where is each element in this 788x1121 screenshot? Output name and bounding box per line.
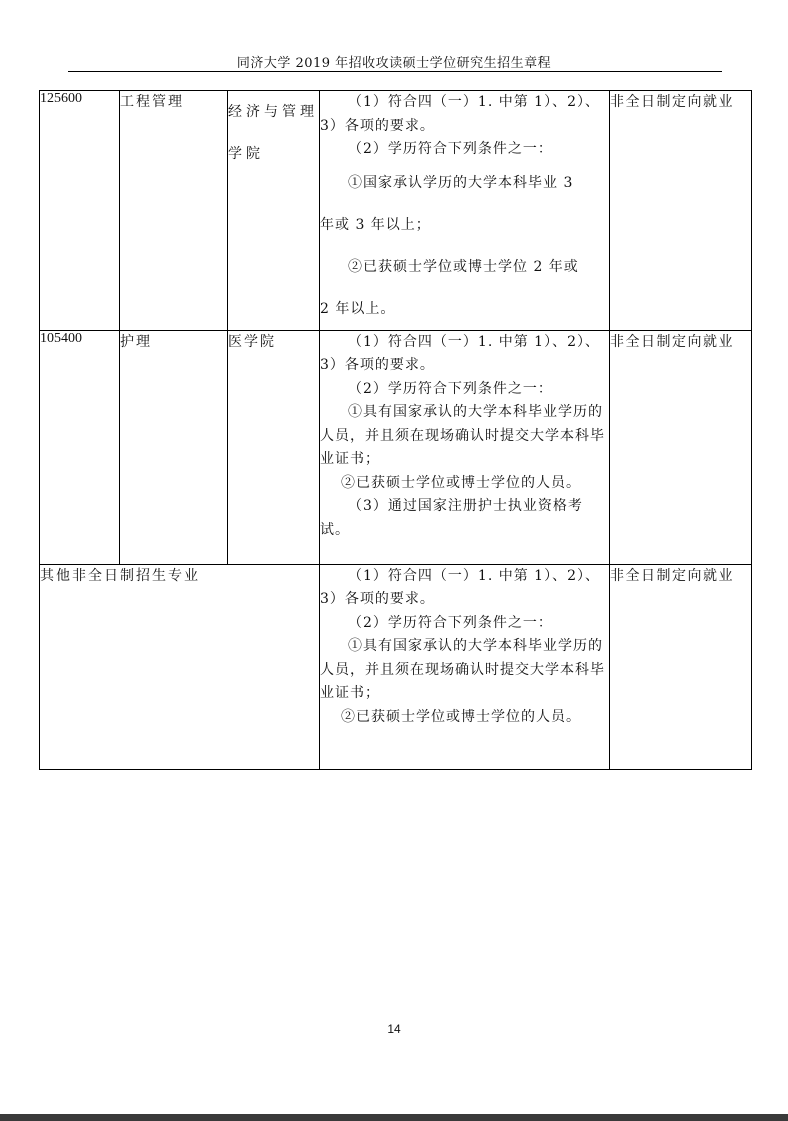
table-row: [40, 91, 752, 331]
req-line: 3）各项的要求。: [320, 117, 435, 134]
req-line: （2）学历符合下列条件之一：: [348, 141, 553, 157]
req-line: （2）学历符合下列条件之一：: [348, 614, 553, 631]
req-line: （1）符合四（一）1. 中第 1）、2）、: [348, 94, 600, 110]
req-line: 3）各项的要求。: [320, 357, 435, 373]
study-mode: 非全日制定向就业: [610, 330, 752, 564]
study-mode: 非全日制定向就业: [610, 564, 752, 769]
req-line: 3）各项的要求。: [320, 591, 435, 607]
admission-table: [39, 90, 752, 770]
req-line: （2）学历符合下列条件之一：: [348, 380, 553, 397]
requirements: [320, 330, 610, 564]
page-number: 14: [387, 1022, 401, 1036]
req-line: ②已获硕士学位或博士学位的人员。: [341, 474, 581, 491]
study-mode: 非全日制定向就业: [610, 91, 752, 331]
other-majors-label: 其他非全日制招生专业: [40, 564, 320, 769]
major-code: 105400: [40, 330, 120, 564]
req-line: 2 年以上。: [320, 300, 396, 317]
department: 医学院: [228, 330, 320, 564]
table-row: [40, 564, 752, 769]
table-row: [40, 330, 752, 564]
requirements: [320, 564, 610, 769]
requirements: [320, 91, 610, 331]
req-line: 年或 3 年以上；: [320, 216, 431, 233]
department: 经济与管理学院: [228, 91, 320, 331]
req-line: ②已获硕士学位或博士学位 2 年或: [348, 258, 579, 275]
major-name: 工程管理: [120, 91, 228, 331]
req-line: ①具有国家承认的大学本科毕业学历的人员，并且须在现场确认时提交大学本科毕业证书；: [320, 638, 605, 701]
req-line: ②已获硕士学位或博士学位的人员。: [341, 708, 581, 725]
req-line: （3）通过国家注册护士执业资格考试。: [320, 498, 583, 538]
req-line: （1）符合四（一）1. 中第 1）、2）、: [348, 567, 600, 584]
page-header-title: 同济大学 2019 年招收攻读硕士学位研究生招生章程: [236, 56, 552, 71]
req-line: ①国家承认学历的大学本科毕业 3: [348, 174, 574, 191]
major-name: 护理: [120, 330, 228, 564]
req-line: （1）符合四（一）1. 中第 1）、2）、: [348, 333, 600, 350]
req-line: ①具有国家承认的大学本科毕业学历的人员，并且须在现场确认时提交大学本科毕业证书；: [320, 404, 605, 467]
major-code: 125600: [40, 91, 120, 331]
header-rule: [68, 71, 722, 72]
bottom-bar: [0, 1114, 788, 1121]
